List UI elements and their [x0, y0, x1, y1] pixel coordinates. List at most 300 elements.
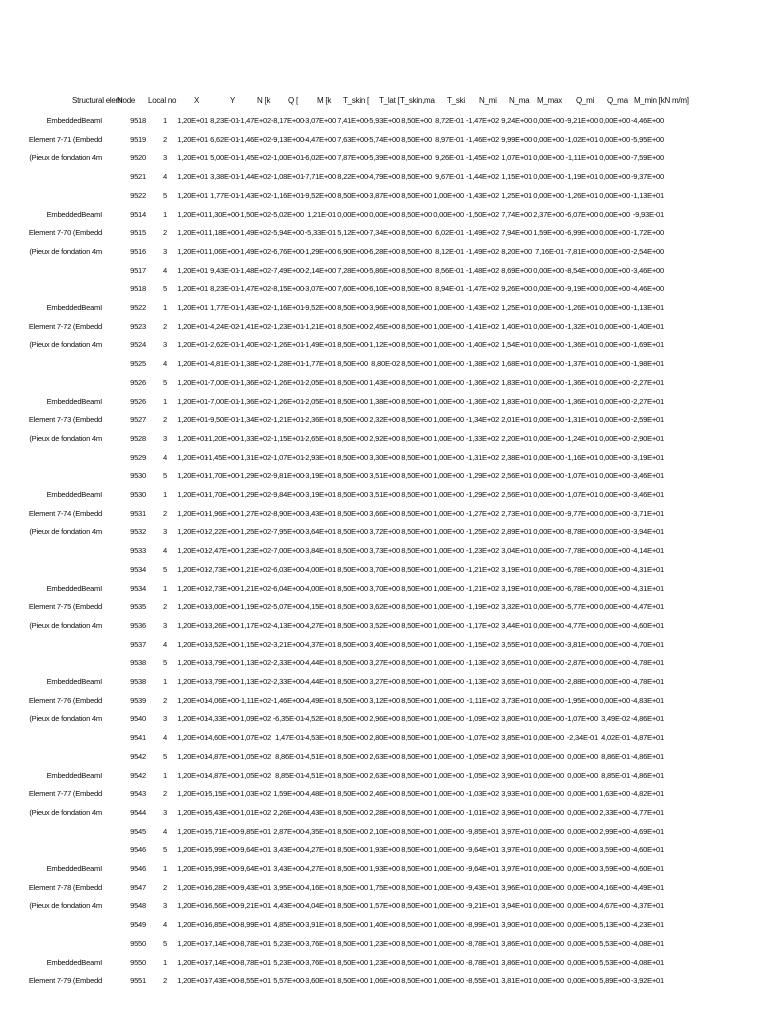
value-cell: 0,00E+00	[599, 396, 630, 406]
value-cell: -4,60E+01	[630, 864, 664, 873]
node-cell: 9546	[130, 845, 146, 855]
value-cell: -1,41E+02	[465, 321, 499, 331]
table-row	[0, 205, 768, 225]
value-cell: 8,50E+00	[337, 901, 368, 911]
structural-element-label: (Pieux de fondation 4m	[29, 153, 102, 163]
value-cell: 2,20E+01	[501, 433, 532, 443]
value-cell: 3,27E+00	[369, 677, 400, 686]
value-cell: 0,00E+00	[533, 508, 564, 518]
value-cell: 8,80E-02	[371, 359, 400, 369]
structural-element-label: Element 7-75 (Embedd	[28, 602, 102, 612]
table-row	[0, 392, 768, 412]
value-cell: 7,63E+00	[337, 134, 368, 144]
value-cell: 0,00E+00	[533, 807, 564, 817]
value-cell: 0,00E+00	[567, 901, 598, 911]
value-cell: -1,05E+02	[465, 751, 499, 761]
value-cell: 2,01E+01	[501, 415, 532, 425]
value-cell: -9,64E+01	[465, 845, 499, 855]
value-cell: 8,50E+00	[337, 190, 368, 200]
value-cell: -1,19E+02	[237, 602, 271, 612]
value-cell: -7,00E+00	[270, 546, 304, 556]
value-cell: 1,20E+01	[177, 807, 208, 817]
value-cell: -9,52E+00	[302, 303, 336, 312]
header-cell: M_min [kN m/m]	[634, 96, 689, 105]
node-cell: 9518	[130, 116, 146, 125]
value-cell: 1,00E+00	[433, 826, 464, 836]
value-cell: 1,00E+00	[433, 527, 464, 537]
value-cell: 0,00E+00	[567, 976, 598, 986]
value-cell: -2,33E+00	[270, 658, 304, 668]
value-cell: -8,17E+00	[270, 116, 304, 125]
value-cell: -3,76E+01	[302, 957, 336, 967]
value-cell: 3,96E+01	[501, 807, 532, 817]
value-cell: 0,00E+00	[533, 826, 564, 836]
value-cell: 0,00E+00	[533, 303, 564, 312]
node-cell: 9526	[130, 377, 146, 387]
value-cell: -2,87E+00	[564, 658, 598, 668]
value-cell: 0,00E+00	[533, 471, 564, 481]
node-cell: 9537	[130, 639, 146, 649]
value-cell: 9,24E+00	[501, 116, 532, 125]
header-cell: Q_mi	[576, 96, 595, 105]
table-row	[0, 279, 768, 299]
value-cell: 0,00E+00	[599, 377, 630, 387]
table-row	[0, 111, 768, 131]
value-cell: -4,87E+00	[205, 770, 239, 780]
value-cell: 8,50E+00	[337, 920, 368, 930]
value-cell: 0,00E+00	[567, 751, 598, 761]
local-number-cell: 5	[163, 658, 167, 668]
local-number-cell: 2	[163, 415, 167, 425]
local-number-cell: 1	[163, 303, 167, 312]
value-cell: -1,48E+02	[465, 265, 499, 275]
value-cell: -6,03E+00	[270, 564, 304, 574]
value-cell: 0,00E+00	[533, 190, 564, 200]
value-cell: 1,23E+00	[369, 957, 400, 967]
node-cell: 9538	[130, 677, 146, 686]
node-cell: 9521	[130, 172, 146, 182]
value-cell: -3,94E+01	[630, 527, 664, 537]
value-cell: 5,89E+00	[599, 976, 630, 986]
value-cell: -1,40E+01	[630, 321, 664, 331]
value-cell: 3,86E+01	[501, 938, 532, 948]
value-cell: 1,20E+01	[177, 246, 208, 256]
structural-element-label: EmbeddedBeamI	[46, 583, 102, 593]
value-cell: 1,00E+00	[433, 976, 464, 986]
value-cell: -2,36E+01	[302, 415, 336, 425]
value-cell: -1,17E+02	[465, 620, 499, 630]
node-cell: 9524	[130, 340, 146, 350]
value-cell: -4,87E+00	[205, 751, 239, 761]
value-cell: -9,93E-01	[632, 209, 664, 219]
value-cell: -8,78E+01	[465, 938, 499, 948]
value-cell: 0,00E+00	[533, 733, 564, 743]
local-number-cell: 1	[163, 864, 167, 873]
value-cell: -5,33E-01	[304, 228, 336, 238]
value-cell: 8,50E+00	[337, 396, 368, 406]
value-cell: 1,18E+00	[208, 228, 239, 238]
value-cell: -4,27E+01	[302, 864, 336, 873]
value-cell: 8,50E+00	[337, 452, 368, 462]
table-row	[0, 317, 768, 337]
local-number-cell: 1	[163, 490, 167, 499]
local-number-cell: 2	[163, 789, 167, 799]
value-cell: 4,67E+00	[599, 901, 630, 911]
value-cell: 0,00E+00	[599, 340, 630, 350]
value-cell: 3,81E+01	[501, 976, 532, 986]
value-cell: 8,50E+00	[337, 807, 368, 817]
value-cell: 1,59E+00	[273, 789, 304, 799]
value-cell: -3,91E+01	[302, 920, 336, 930]
value-cell: 1,20E+01	[177, 209, 208, 219]
value-cell: -1,49E+01	[302, 340, 336, 350]
value-cell: 8,50E+00	[401, 957, 432, 967]
value-cell: 1,00E+00	[433, 564, 464, 574]
node-cell: 9522	[130, 190, 146, 200]
value-cell: -4,49E+01	[630, 882, 664, 892]
value-cell: 3,80E+01	[501, 714, 532, 724]
value-cell: 0,00E+00	[533, 602, 564, 612]
structural-element-label: Element 7-73 (Embedd	[28, 415, 102, 425]
value-cell: 0,00E+00	[533, 153, 564, 163]
value-cell: 8,50E+00	[401, 228, 432, 238]
value-cell: 0,00E+00	[599, 172, 630, 182]
value-cell: -1,25E+02	[465, 527, 499, 537]
table-row	[0, 953, 768, 973]
structural-element-label: (Pieux de fondation 4m	[29, 807, 102, 817]
value-cell: 1,30E+00	[208, 209, 239, 219]
structural-element-label: EmbeddedBeamI	[46, 770, 102, 780]
value-cell: 8,50E+00	[401, 807, 432, 817]
value-cell: 0,00E+00	[533, 901, 564, 911]
value-cell: -7,95E+00	[270, 527, 304, 537]
value-cell: -3,92E+01	[630, 976, 664, 986]
value-cell: 1,20E+01	[177, 826, 208, 836]
value-cell: -3,07E+00	[302, 116, 336, 125]
value-cell: -6,99E+00	[564, 228, 598, 238]
value-cell: 3,27E+00	[369, 658, 400, 668]
value-cell: -2,54E+00	[630, 246, 664, 256]
value-cell: 1,15E+01	[501, 172, 532, 182]
value-cell: 2,10E+00	[369, 826, 400, 836]
value-cell: -1,27E+02	[465, 508, 499, 518]
value-cell: 3,70E+00	[369, 564, 400, 574]
value-cell: 8,50E+00	[401, 826, 432, 836]
header-cell: Q [	[288, 96, 298, 105]
value-cell: -8,15E+00	[270, 284, 304, 294]
value-cell: 2,32E+00	[369, 415, 400, 425]
value-cell: 8,50E+00	[401, 770, 432, 780]
value-cell: -2,90E+01	[630, 433, 664, 443]
value-cell: 1,20E+01	[177, 938, 208, 948]
value-cell: 1,20E+01	[177, 172, 208, 182]
value-cell: -8,54E+00	[564, 265, 598, 275]
table-row	[0, 579, 768, 599]
value-cell: 0,00E+00	[567, 957, 598, 967]
value-cell: -1,70E+00	[205, 471, 239, 481]
value-cell: 2,89E+01	[501, 527, 532, 537]
value-cell: 3,19E+01	[501, 564, 532, 574]
value-cell: -5,74E+00	[366, 134, 400, 144]
value-cell: 3,40E+00	[369, 639, 400, 649]
value-cell: 2,87E+00	[273, 826, 304, 836]
value-cell: 1,25E+01	[501, 190, 532, 200]
node-cell: 9526	[130, 396, 146, 406]
value-cell: 1,00E+00	[433, 433, 464, 443]
value-cell: 5,00E-01	[210, 153, 239, 163]
node-cell: 9540	[130, 714, 146, 724]
value-cell: 0,00E+00	[567, 789, 598, 799]
value-cell: 9,26E-01	[435, 153, 464, 163]
value-cell: 1,20E+01	[177, 845, 208, 855]
value-cell: -9,84E+00	[270, 490, 304, 499]
value-cell: -1,19E+01	[564, 172, 598, 182]
value-cell: -2,22E+00	[205, 527, 239, 537]
value-cell: -1,40E+02	[237, 340, 271, 350]
value-cell: -1,13E+02	[465, 658, 499, 668]
value-cell: -1,45E+02	[465, 153, 499, 163]
table-row	[0, 522, 768, 542]
value-cell: -6,02E+00	[302, 153, 336, 163]
value-cell: -4,49E+01	[302, 695, 336, 705]
table-row	[0, 728, 768, 748]
value-cell: -1,21E+02	[465, 583, 499, 593]
value-cell: 3,59E+00	[599, 845, 630, 855]
value-cell: 0,00E+00	[567, 882, 598, 892]
value-cell: 3,04E+01	[501, 546, 532, 556]
value-cell: -9,21E+01	[237, 901, 271, 911]
value-cell: 1,00E+00	[433, 920, 464, 930]
value-cell: -4,08E+01	[630, 957, 664, 967]
value-cell: 1,00E+00	[433, 620, 464, 630]
value-cell: -1,36E+01	[564, 340, 598, 350]
value-cell: -9,43E+01	[237, 882, 271, 892]
value-cell: 1,20E+01	[177, 677, 208, 686]
value-cell: 1,00E+00	[433, 864, 464, 873]
value-cell: -4,47E+01	[630, 602, 664, 612]
value-cell: 1,20E+01	[177, 415, 208, 425]
value-cell: -5,77E+00	[564, 602, 598, 612]
value-cell: -8,55E+01	[465, 976, 499, 986]
value-cell: -8,78E+01	[465, 957, 499, 967]
local-number-cell: 5	[163, 471, 167, 481]
value-cell: 1,00E+00	[433, 546, 464, 556]
value-cell: 0,00E+00	[533, 377, 564, 387]
value-cell: 0,00E+00	[599, 564, 630, 574]
local-number-cell: 3	[163, 527, 167, 537]
value-cell: -1,15E+01	[270, 433, 304, 443]
value-cell: -9,43E+01	[465, 882, 499, 892]
value-cell: 0,00E+00	[567, 807, 598, 817]
value-cell: 1,00E+00	[433, 583, 464, 593]
table-row	[0, 896, 768, 916]
structural-element-label: (Pieux de fondation 4m	[29, 433, 102, 443]
value-cell: 1,20E+01	[177, 284, 208, 294]
value-cell: 0,00E+00	[599, 677, 630, 686]
value-cell: 8,50E+00	[401, 415, 432, 425]
node-cell: 9538	[130, 658, 146, 668]
header-cell: X	[194, 96, 200, 105]
value-cell: -1,01E+02	[465, 807, 499, 817]
value-cell: -2,45E+00	[366, 321, 400, 331]
local-number-cell: 2	[163, 695, 167, 705]
value-cell: -1,29E+02	[465, 490, 499, 499]
value-cell: -2,59E+01	[630, 415, 664, 425]
value-cell: -9,85E+01	[237, 826, 271, 836]
local-number-cell: 4	[163, 920, 167, 930]
value-cell: -9,13E+00	[270, 134, 304, 144]
value-cell: 3,55E+01	[501, 639, 532, 649]
value-cell: -1,23E+01	[270, 321, 304, 331]
value-cell: 3,65E+01	[501, 658, 532, 668]
value-cell: 0,00E+00	[533, 490, 564, 499]
value-cell: 8,56E-01	[435, 265, 464, 275]
value-cell: -4,44E+01	[302, 658, 336, 668]
value-cell: -1,45E+00	[205, 452, 239, 462]
value-cell: -4,44E+01	[302, 677, 336, 686]
value-cell: 1,20E+01	[177, 733, 208, 743]
value-cell: 1,40E+01	[501, 321, 532, 331]
structural-element-label: (Pieux de fondation 4m	[29, 620, 102, 630]
node-cell: 9547	[130, 882, 146, 892]
value-cell: 1,00E+00	[433, 340, 464, 350]
value-cell: -4,81E-01	[207, 359, 239, 369]
value-cell: -2,73E+00	[205, 564, 239, 574]
value-cell: -3,64E+01	[302, 527, 336, 537]
value-cell: 2,33E+00	[599, 807, 630, 817]
value-cell: 1,20E+01	[177, 134, 208, 144]
value-cell: 3,51E+00	[369, 471, 400, 481]
value-cell: -5,02E+00	[270, 209, 304, 219]
structural-element-label: EmbeddedBeamI	[46, 864, 102, 873]
value-cell: 0,00E+00	[533, 583, 564, 593]
value-cell: 8,50E+00	[337, 359, 368, 369]
value-cell: 0,00E+00	[599, 695, 630, 705]
value-cell: 2,63E+00	[369, 770, 400, 780]
value-cell: 8,50E+00	[337, 751, 368, 761]
value-cell: 0,00E+00	[533, 864, 564, 873]
value-cell: -1,23E+02	[237, 546, 271, 556]
value-cell: -1,05E+02	[237, 751, 271, 761]
value-cell: 1,68E+01	[501, 359, 532, 369]
value-cell: -1,36E+01	[564, 396, 598, 406]
value-cell: -4,79E+00	[366, 172, 400, 182]
local-number-cell: 2	[163, 508, 167, 518]
local-number-cell: 4	[163, 546, 167, 556]
value-cell: -4,23E+01	[630, 920, 664, 930]
value-cell: 0,00E+00	[533, 134, 564, 144]
value-cell: -2,65E+01	[302, 433, 336, 443]
node-cell: 9541	[130, 733, 146, 743]
node-cell: 9515	[130, 228, 146, 238]
table-row	[0, 653, 768, 673]
value-cell: 0,00E+00	[533, 938, 564, 948]
value-cell: -2,14E+00	[302, 265, 336, 275]
value-cell: 1,20E+01	[177, 920, 208, 930]
value-cell: 1,00E+00	[433, 751, 464, 761]
value-cell: 9,67E-01	[435, 172, 464, 182]
value-cell: 3,44E+01	[501, 620, 532, 630]
value-cell: 3,90E+01	[501, 770, 532, 780]
value-cell: 9,43E-01	[210, 265, 239, 275]
value-cell: -4,70E+01	[630, 639, 664, 649]
value-cell: 8,50E+00	[401, 920, 432, 930]
value-cell: 9,99E+00	[501, 134, 532, 144]
local-number-cell: 4	[163, 452, 167, 462]
node-cell: 9542	[130, 751, 146, 761]
value-cell: 1,75E+00	[369, 882, 400, 892]
value-cell: 8,50E+00	[401, 751, 432, 761]
value-cell: 8,50E+00	[401, 602, 432, 612]
node-cell: 9534	[130, 564, 146, 574]
value-cell: 1,00E+00	[433, 677, 464, 686]
value-cell: 2,26E+00	[273, 807, 304, 817]
value-cell: 1,00E+00	[433, 359, 464, 369]
value-cell: 8,50E+00	[401, 209, 432, 219]
value-cell: -1,47E+02	[237, 284, 271, 294]
structural-element-label: Element 7-79 (Embedd	[28, 976, 102, 986]
node-cell: 9539	[130, 695, 146, 705]
value-cell: 1,00E+00	[433, 508, 464, 518]
value-cell: -1,02E+01	[564, 134, 598, 144]
value-cell: 1,20E+01	[177, 527, 208, 537]
value-cell: 0,00E+00	[533, 321, 564, 331]
value-cell: -9,85E+01	[465, 826, 499, 836]
value-cell: 8,50E+00	[337, 303, 368, 312]
value-cell: 8,50E+00	[401, 864, 432, 873]
value-cell: 8,50E+00	[401, 620, 432, 630]
value-cell: 7,74E+00	[501, 209, 532, 219]
value-cell: -1,46E+02	[465, 134, 499, 144]
value-cell: 0,00E+00	[599, 583, 630, 593]
value-cell: -1,47E+02	[237, 116, 271, 125]
value-cell: -3,76E+01	[302, 938, 336, 948]
value-cell: 4,02E-01	[601, 733, 630, 743]
value-cell: -1,21E+01	[302, 321, 336, 331]
value-cell: 1,20E+01	[177, 602, 208, 612]
value-cell: -5,93E+00	[366, 116, 400, 125]
table-row	[0, 541, 768, 561]
value-cell: 2,38E+01	[501, 452, 532, 462]
value-cell: 8,50E+00	[401, 265, 432, 275]
value-cell: 0,00E+00	[533, 265, 564, 275]
value-cell: -4,51E+01	[302, 751, 336, 761]
value-cell: -1,96E+00	[205, 508, 239, 518]
local-number-cell: 3	[163, 807, 167, 817]
value-cell: -4,77E+00	[564, 620, 598, 630]
table-row	[0, 298, 768, 318]
value-cell: -8,55E+01	[237, 976, 271, 986]
local-number-cell: 5	[163, 751, 167, 761]
value-cell: 1,20E+01	[177, 116, 208, 125]
value-cell: -1,28E+01	[270, 359, 304, 369]
value-cell: 0,00E+00	[567, 770, 598, 780]
value-cell: -1,26E+01	[270, 377, 304, 387]
value-cell: -4,00E+01	[302, 564, 336, 574]
value-cell: -1,46E+02	[237, 134, 271, 144]
table-row	[0, 616, 768, 636]
value-cell: 1,20E+01	[177, 377, 208, 387]
value-cell: -5,15E+00	[205, 789, 239, 799]
value-cell: 0,00E+00	[599, 415, 630, 425]
value-cell: -7,00E-01	[207, 377, 239, 387]
header-cell: M_max	[537, 96, 562, 105]
value-cell: 2,28E+00	[369, 807, 400, 817]
value-cell: -3,00E+00	[205, 602, 239, 612]
value-cell: 0,00E+00	[533, 920, 564, 930]
value-cell: 8,50E+00	[337, 770, 368, 780]
node-cell: 9519	[130, 134, 146, 144]
